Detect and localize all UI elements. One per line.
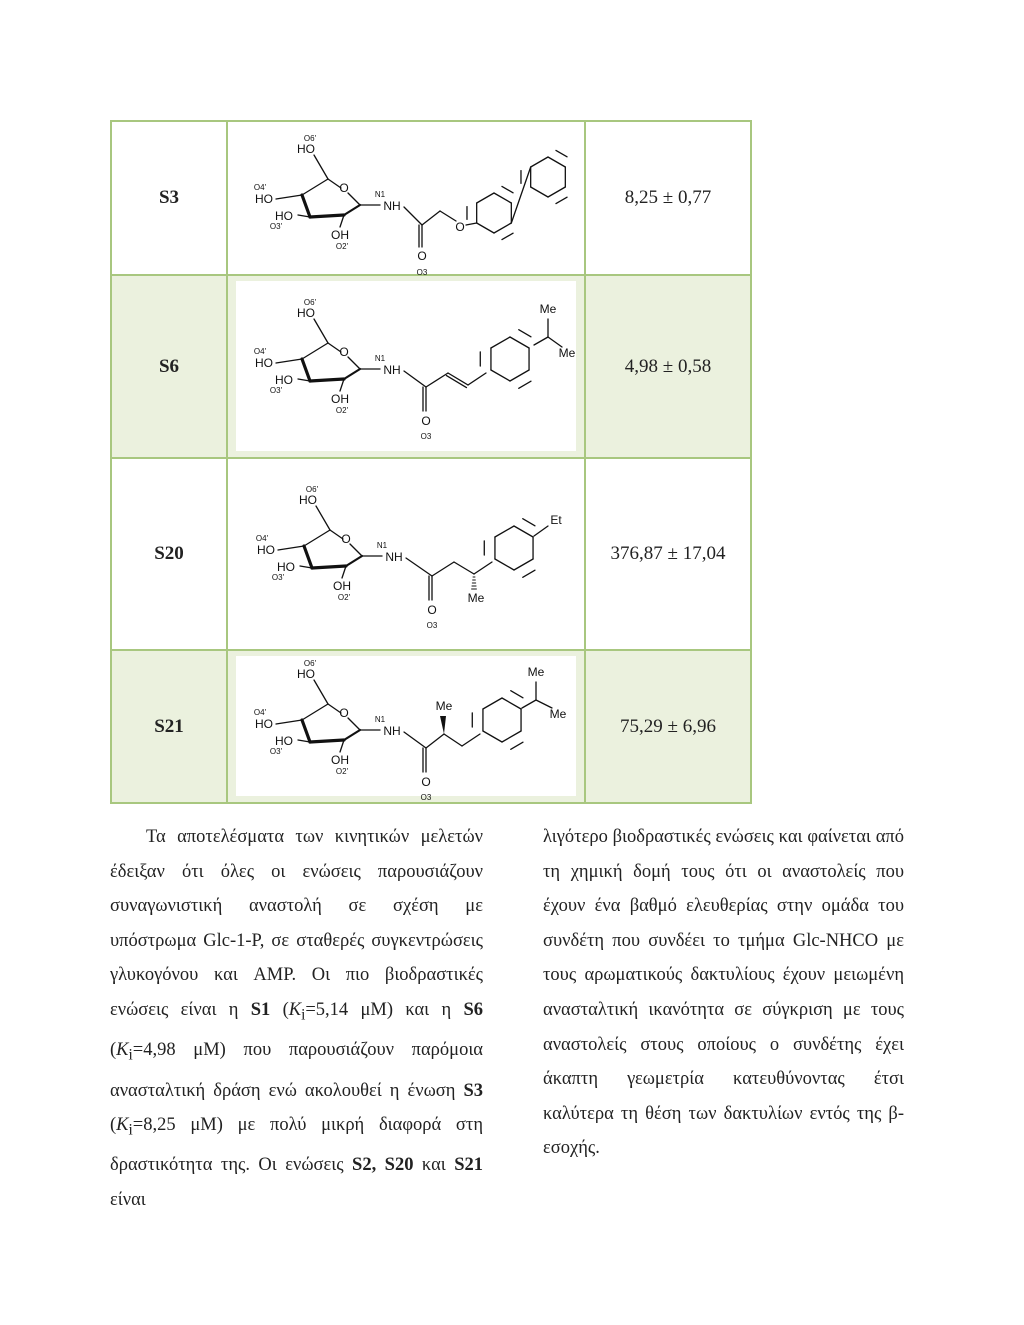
- compound-ref: S1: [250, 999, 271, 1020]
- atom-label: O2': [335, 241, 349, 251]
- atom-label: O2': [337, 592, 351, 602]
- atom-label: NH: [385, 549, 403, 564]
- bond: [468, 373, 486, 385]
- bond: [510, 337, 529, 348]
- text-run: =4,98 μM) που παρουσιάζουν παρόμοια ανασταλτική δράση ενώ ακολουθεί η ένωση: [110, 1040, 483, 1101]
- bond: [474, 562, 492, 574]
- atom-label: O3': [269, 747, 283, 756]
- bond: [514, 559, 533, 570]
- atom-label: NH: [383, 724, 401, 738]
- bond: [519, 330, 531, 337]
- structure-diagram: [236, 464, 576, 644]
- bond: [276, 720, 302, 724]
- atom-label: O6': [303, 659, 317, 668]
- bond: [404, 371, 426, 387]
- bond: [519, 381, 531, 388]
- bond: [523, 518, 535, 525]
- atom-label: HO: [275, 734, 293, 748]
- bond: [302, 720, 310, 742]
- bond: [276, 359, 302, 363]
- bond: [531, 187, 548, 197]
- structure-diagram: [236, 127, 576, 277]
- bond: [502, 698, 521, 709]
- atom-label: O: [339, 345, 349, 359]
- atom-label: O6': [303, 298, 317, 307]
- atom-label: O6': [305, 484, 319, 494]
- atom-label: OH: [331, 753, 349, 767]
- atom-label: HO: [299, 492, 317, 507]
- bond: [404, 207, 422, 225]
- bond: [350, 544, 362, 556]
- bond: [346, 556, 362, 566]
- atom-label: O3: [426, 620, 438, 630]
- bond: [304, 546, 312, 568]
- atom-label: O6': [303, 133, 317, 143]
- bond: [426, 373, 448, 387]
- atom-label: O3: [420, 793, 432, 802]
- bond: [404, 732, 426, 748]
- structure-cell: [227, 458, 585, 650]
- bond: [444, 734, 462, 746]
- atom-label: Me: [558, 346, 576, 360]
- atom-label: N1: [374, 715, 386, 724]
- atom-label: O2': [335, 767, 349, 776]
- body-text-right-column: [543, 820, 904, 1166]
- structure-diagram: [236, 281, 576, 451]
- bond: [523, 570, 535, 577]
- atom-label: O4': [255, 533, 269, 543]
- bond: [502, 731, 521, 742]
- compounds-table: [110, 120, 752, 804]
- atom-label: O: [455, 219, 465, 234]
- bond: [511, 691, 523, 698]
- bond: [548, 187, 565, 197]
- atom-label: N1: [374, 354, 386, 363]
- atom-label: HO: [297, 667, 315, 681]
- compound-id: S20: [111, 458, 227, 650]
- ki-value: 75,29 ± 6,96: [585, 650, 751, 803]
- bond: [440, 211, 456, 221]
- atom-label: Me: [435, 699, 453, 713]
- atom-label: HO: [297, 306, 315, 320]
- bond: [344, 205, 360, 215]
- bond: [348, 357, 360, 369]
- compound-ref: S3: [463, 1080, 483, 1101]
- ki-value: 4,98 ± 0,58: [585, 275, 751, 458]
- atom-label: HO: [275, 208, 293, 223]
- bond: [494, 193, 511, 203]
- structure-cell: [227, 121, 585, 275]
- atom-label: O3': [269, 221, 283, 231]
- bond: [302, 179, 328, 195]
- bond: [310, 379, 344, 381]
- atom-label: OH: [333, 578, 351, 593]
- bond: [314, 680, 328, 704]
- bond: [348, 193, 360, 205]
- ki-value: 376,87 ± 17,04: [585, 458, 751, 650]
- atom-label: HO: [297, 141, 315, 156]
- atom-label: O: [421, 775, 431, 789]
- atom-label: OH: [331, 227, 349, 242]
- atom-label: Me: [549, 707, 567, 721]
- atom-label: HO: [255, 717, 273, 731]
- bond: [314, 319, 328, 343]
- table-row: [111, 275, 751, 458]
- atom-label: NH: [383, 198, 401, 213]
- table-row: [111, 458, 751, 650]
- text-run: (: [110, 1115, 117, 1136]
- structure-cell: [227, 650, 585, 803]
- bond: [432, 562, 454, 576]
- atom-label: HO: [255, 356, 273, 370]
- bond: [302, 704, 328, 720]
- atom-label: O4': [253, 708, 267, 717]
- bond: [304, 530, 330, 546]
- ki-symbol: K: [116, 1040, 129, 1061]
- ki-subscript: i: [128, 1121, 133, 1139]
- bond: [531, 157, 548, 167]
- atom-label: O: [421, 414, 431, 428]
- bond: [556, 150, 567, 156]
- ki-subscript: i: [301, 1006, 306, 1024]
- atom-label: O3': [271, 572, 285, 582]
- bond: [316, 506, 330, 530]
- atom-label: OH: [331, 392, 349, 406]
- structure-diagram: [236, 656, 576, 802]
- bond: [514, 526, 533, 537]
- compound-ref: S6: [463, 999, 483, 1020]
- bond: [483, 698, 502, 709]
- bond: [511, 742, 523, 749]
- atom-label: HO: [255, 191, 273, 206]
- atom-label: HO: [277, 559, 295, 574]
- ki-symbol: K: [116, 1115, 129, 1136]
- atom-label: O3: [416, 267, 428, 277]
- bond: [302, 343, 328, 359]
- ki-value: 8,25 ± 0,77: [585, 121, 751, 275]
- bond: [310, 740, 344, 742]
- compound-id: S3: [111, 121, 227, 275]
- body-text-left-column: [110, 820, 483, 1218]
- atom-label: O3': [269, 386, 283, 395]
- table-row: [111, 121, 751, 275]
- bond: [495, 526, 514, 537]
- bond: [462, 734, 480, 746]
- bond: [483, 731, 502, 742]
- bond: [510, 370, 529, 381]
- bond: [495, 559, 514, 570]
- bond: [314, 155, 328, 179]
- wedge-bond: [440, 716, 446, 734]
- atom-label: O4': [253, 182, 267, 192]
- compound-id: S6: [111, 275, 227, 458]
- atom-label: Et: [550, 512, 562, 527]
- atom-label: HO: [275, 373, 293, 387]
- bond: [302, 359, 310, 381]
- bond: [312, 566, 346, 568]
- atom-label: O2': [335, 406, 349, 415]
- atom-label: Me: [527, 665, 545, 679]
- bond: [556, 197, 567, 203]
- text-run: και: [413, 1155, 455, 1176]
- bond: [534, 526, 548, 536]
- table-row: [111, 650, 751, 803]
- atom-label: O4': [253, 347, 267, 356]
- text-run: (: [110, 1040, 117, 1061]
- bond: [477, 193, 494, 203]
- text-run: είναι: [110, 1190, 146, 1210]
- bond: [406, 558, 432, 576]
- bond: [344, 730, 360, 740]
- bond: [534, 337, 548, 345]
- bond: [522, 700, 536, 708]
- atom-label: Me: [467, 590, 485, 605]
- bond: [348, 718, 360, 730]
- atom-label: Me: [539, 302, 557, 316]
- bond: [502, 233, 513, 239]
- atom-label: N1: [374, 189, 386, 199]
- text-run: Τα αποτελέσματα των κινητικών μελετών έδειξαν ότι όλες οι ενώσεις παρουσιάζουν συναγωνιστική αναστολή σε σχέση με υπόστρωμα Glc-1-P, σε σταθερές συγκεντρώσεις γλυκογόνου και AMP. Οι πιο βιοδραστικές ενώσεις είναι η: [110, 827, 483, 1020]
- atom-label: N1: [376, 540, 388, 550]
- bond: [310, 215, 344, 217]
- text-run: =5,14 μM) και η: [305, 999, 464, 1020]
- bond: [494, 223, 511, 233]
- atom-label: O: [341, 531, 351, 546]
- bond: [477, 223, 494, 233]
- ki-symbol: K: [288, 999, 302, 1020]
- bond: [344, 369, 360, 379]
- bond: [302, 195, 310, 217]
- text-run: (: [270, 999, 289, 1020]
- compound-ref: S21: [454, 1155, 483, 1176]
- atom-label: NH: [383, 363, 401, 377]
- bond: [454, 562, 474, 574]
- bond: [502, 186, 513, 192]
- atom-label: O3: [420, 432, 432, 441]
- structure-cell: [227, 275, 585, 458]
- ki-subscript: i: [128, 1046, 133, 1064]
- paragraph: λιγότερο βιοδραστικές ενώσεις και φαίνεται από τη χημική δομή τους ότι οι αναστολείς που έχουν ένα βαθμό ελευθερίας στην ομάδα του συνδέτη που συνδέει το τμήμα Glc-NHCO με τους αρωματικούς δακτυλίους έχουν μειωμένη ανασταλτική ικανότητα σε σύγκριση με τους αναστολείς στους οποίους ο συνδέτης έχει άκαπτη γεωμετρία κατευθύνοντας έτσι καλύτερα τη θέση των δακτυλίων εντός της β-εσοχής.: [543, 827, 904, 1159]
- bond: [276, 195, 302, 199]
- atom-label: O: [427, 602, 437, 617]
- atom-label: O: [417, 248, 427, 263]
- atom-label: O: [339, 706, 349, 720]
- bond: [466, 223, 477, 225]
- bond: [491, 337, 510, 348]
- bond: [426, 734, 444, 748]
- bond: [548, 157, 565, 167]
- bond: [422, 211, 440, 225]
- compound-id: S21: [111, 650, 227, 803]
- atom-label: HO: [257, 542, 275, 557]
- text-run: =8,25 μM) με πολύ μικρή διαφορά στη δραστικότητα της. Οι ενώσεις: [110, 1115, 483, 1176]
- paragraph: [110, 820, 483, 1218]
- compound-ref: S2, S20: [352, 1155, 414, 1176]
- bond: [491, 370, 510, 381]
- bond: [278, 546, 304, 550]
- atom-label: O: [339, 180, 349, 195]
